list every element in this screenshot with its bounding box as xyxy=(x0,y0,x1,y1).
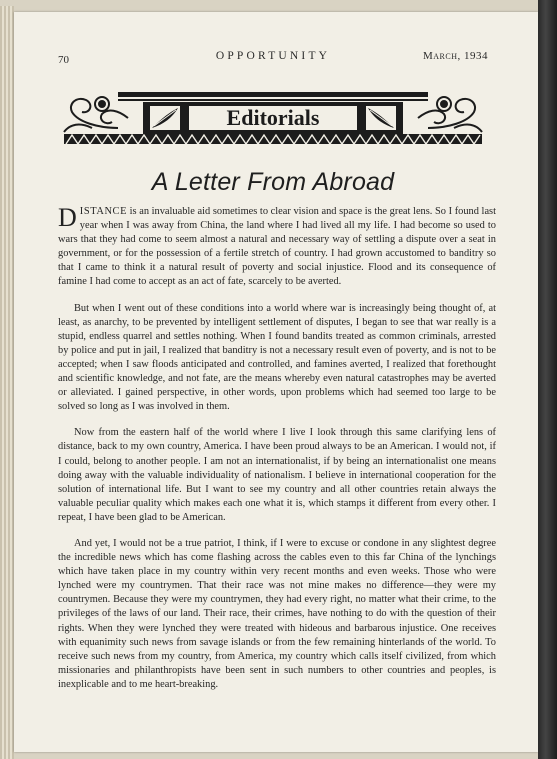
left-feather-icon xyxy=(150,106,180,130)
magazine-name: OPPORTUNITY xyxy=(215,50,331,62)
left-scroll-ornament xyxy=(64,97,128,132)
paragraph: But when I went out of these conditions into a world where war is increasingly being thought of, at least, as anarchy, to be prevented by intelligent settlement of disputes, I began to see that war really is a stupid, endless quarrel and settles nothing. When I found bandits treated as common criminals, arrested by police and put in jail, I realized that banditry is not a necessary result even of poverty, and is not to be accepted; when I saw floods anticipated and controlled, and famines averted, I realized that forethought and scientific knowledge, and not fate, are the means whereby even natural catastrophes may be averted or alleviated. I gained perspective, in other words, upon problems which had seemed too large to be solved so long as I was involved in them. xyxy=(58,302,496,413)
first-paragraph-text: is an invaluable aid sometimes to clear vision and space is the great lens. So I found last year when I was away from China, the land where I had lived all my life. I had become so used to wars that they had come to seem almost a natural and necessary way of settling a dispute over a seat in government, or for the possession of a fertile stretch of country. I had grown accustomed to banditry so that I came to think it a natural result of poverty and social injustice. Flood and its consequence of famine I had come to accept as an act of fate, scarcely to be averted. xyxy=(58,206,496,288)
editorials-banner xyxy=(58,88,488,150)
page-stack-edge xyxy=(0,6,14,759)
first-paragraph xyxy=(58,205,496,290)
right-scroll-ornament xyxy=(418,97,482,132)
paragraph: Now from the eastern half of the world where I live I look through this same clarifying lens of distance, back to my own country, America. I have been proud always to be an American. I would not, if I could, belong to another people. I am not an internationalist, if by being an internationalist one means doing away with the valuable individuality of nationalism. I believe in international cooperation for the solution of international life. But I want to see my country and all other countries retain always the valuable peculiar quality which makes each one what it is, which stamps it different from every other. I repeat, I have been glad to be American. xyxy=(58,427,496,523)
right-feather-icon xyxy=(366,106,396,130)
article-body xyxy=(58,205,496,704)
page-number: 70 xyxy=(58,54,69,66)
banner-label: Editorials xyxy=(226,105,320,130)
issue-date: March, 1934 xyxy=(422,50,488,62)
article-title: A Letter From Abroad xyxy=(151,168,395,196)
binding-edge xyxy=(538,0,557,759)
running-header xyxy=(58,50,488,66)
lead-caps: ISTANCE xyxy=(79,206,128,217)
drop-cap: D xyxy=(58,203,77,232)
paragraph: And yet, I would not be a true patriot, I think, if I were to excuse or condone in any slightest degree the incredible news which has come flashing across the cables even to this far China of the lynchings which have taken place in my country within very recent months and even weeks. Those who were lynched were my countrymen. That their race was not mine makes no difference—they were my countrymen. Because they were my countrymen, they had every right, no matter what their crime, to the privileges of the laws of our land. Their race, their crimes, have nothing to do with the question of their rights. When they were lynched they were treated with hideous and barbarous injustice. One receives with equanimity such news from savage islands or from the few remaining hinterlands of the world. To receive such news from my country, from America, my country which calls itself civilized, from which missionaries and philanthropists have been sent in such numbers to other countries and peoples, is inexplicable and to me heart-breaking. xyxy=(58,537,496,690)
